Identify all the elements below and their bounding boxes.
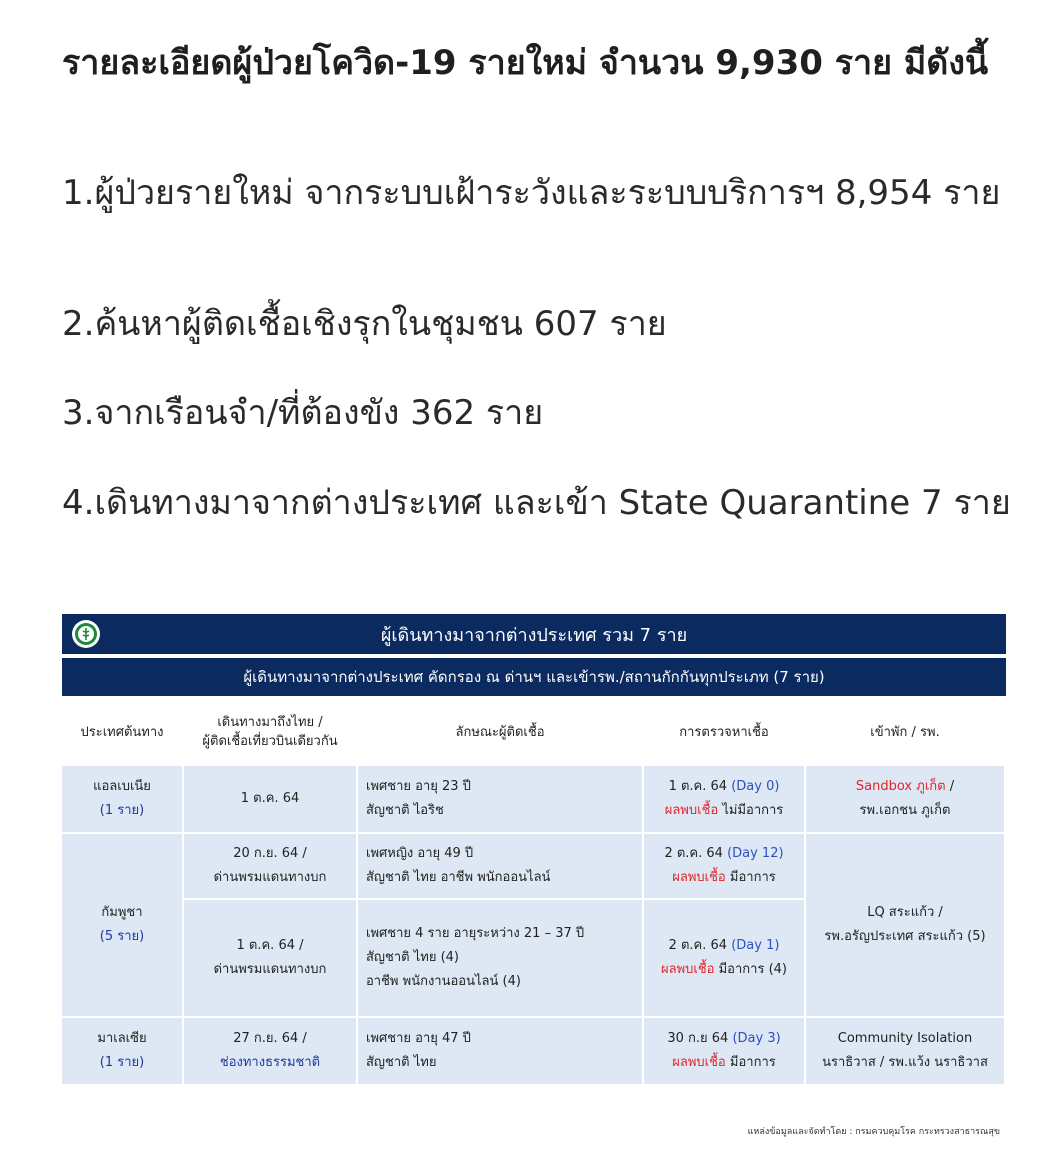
test-day: (Day 0)	[731, 779, 780, 794]
facility-line1: Community Isolation	[837, 1031, 973, 1046]
facility-cell	[806, 766, 1006, 834]
header-arrival	[184, 700, 358, 766]
profile-cell	[358, 766, 644, 834]
test-date: 1 ต.ค. 64	[668, 779, 728, 794]
test-symptom: มีอาการ	[729, 870, 776, 885]
arrival-cell: 1 ต.ค. 64	[184, 766, 358, 834]
origin-country: กัมพูชา	[101, 905, 143, 920]
test-day: (Day 12)	[727, 846, 784, 861]
facility-rest: /	[945, 779, 955, 794]
arrival-cell	[184, 834, 358, 900]
source-credit: แหล่งข้อมูลและจัดทำโดย : กรมควบคุมโรค กระทรวงสาธารณสุข	[747, 1127, 1000, 1137]
arrival-cell	[184, 900, 358, 1018]
arrival-line: ด่านพรมแดนทางบก	[213, 870, 327, 885]
test-result: ผลพบเชื้อ	[672, 870, 726, 885]
test-date: 2 ต.ค. 64	[664, 846, 723, 861]
ministry-logo-icon	[72, 620, 100, 648]
header-profile: ลักษณะผู้ติดเชื้อ	[358, 700, 644, 766]
test-cell	[644, 1018, 806, 1086]
profile-line: สัญชาติ ไทย	[366, 1055, 437, 1070]
origin-country: มาเลเซีย	[97, 1031, 147, 1046]
profile-line: เพศชาย 4 ราย อายุระหว่าง 21 – 37 ปี	[366, 926, 585, 941]
test-result: ผลพบเชื้อ	[664, 803, 719, 818]
origin-country: แอลเบเนีย	[93, 779, 151, 794]
test-day: (Day 1)	[731, 938, 780, 953]
facility-line1: LQ สระแก้ว /	[867, 905, 943, 920]
table-row	[62, 1018, 1006, 1086]
arrival-line: ช่องทางธรรมชาติ	[219, 1055, 321, 1070]
profile-cell	[358, 834, 644, 900]
infographic-card	[62, 614, 1006, 1098]
card-sub-banner	[62, 658, 1006, 696]
facility-line2: รพ.เอกชน ภูเก็ต	[859, 803, 951, 818]
traveler-table	[62, 700, 1006, 1086]
origin-count: (1 ราย)	[99, 803, 145, 818]
facility-cell	[806, 1018, 1006, 1086]
profile-line: สัญชาติ ไทย อาชีพ พนักออนไลน์	[366, 870, 551, 885]
profile-line: สัญชาติ ไอริช	[366, 803, 444, 818]
profile-line: เพศชาย อายุ 23 ปี	[366, 779, 471, 794]
sub-banner-text: ผู้เดินทางมาจากต่างประเทศ คัดกรอง ณ ด่านฯ และเข้ารพ./สถานกักกันทุกประเภท (7 ราย)	[243, 668, 825, 686]
header-arrival-line1: เดินทางมาถึงไทย /	[217, 715, 323, 730]
banner-title: ผู้เดินทางมาจากต่างประเทศ รวม 7 ราย	[380, 624, 688, 646]
test-symptom: ไม่มีอาการ	[722, 803, 784, 818]
test-symptom: มีอาการ (4)	[718, 962, 787, 977]
table-row	[62, 766, 1006, 834]
list-item-2: 2.ค้นหาผู้ติดเชื้อเชิงรุกในชุมชน 607 ราย	[62, 304, 667, 344]
test-cell	[644, 766, 806, 834]
facility-highlight: Sandbox ภูเก็ต	[855, 779, 946, 794]
test-date: 2 ต.ค. 64	[668, 938, 728, 953]
arrival-cell	[184, 1018, 358, 1086]
table-row	[62, 834, 1006, 900]
list-item-3: 3.จากเรือนจำ/ที่ต้องขัง 362 ราย	[62, 393, 544, 433]
profile-line: เพศชาย อายุ 47 ปี	[366, 1031, 471, 1046]
arrival-line: 27 ก.ย. 64 /	[233, 1031, 307, 1046]
test-day: (Day 3)	[732, 1031, 781, 1046]
profile-cell	[358, 900, 644, 1018]
list-item-1: 1.ผู้ป่วยรายใหม่ จากระบบเฝ้าระวังและระบบบริการฯ 8,954 ราย	[62, 173, 1001, 213]
test-cell	[644, 900, 806, 1018]
profile-cell	[358, 1018, 644, 1086]
header-origin: ประเทศต้นทาง	[62, 700, 184, 766]
header-facility: เข้าพัก / รพ.	[806, 700, 1006, 766]
test-date: 30 ก.ย 64	[667, 1031, 729, 1046]
news-heading: รายละเอียดผู้ป่วยโควิด-19 รายใหม่ จำนวน 9,930 ราย มีดังนี้	[62, 43, 989, 83]
origin-cell	[62, 1018, 184, 1086]
card-banner	[62, 614, 1006, 654]
facility-line2: รพ.อรัญประเทศ สระแก้ว (5)	[824, 929, 986, 944]
profile-line: สัญชาติ ไทย (4)	[366, 950, 459, 965]
profile-line: อาชีพ พนักงานออนไลน์ (4)	[366, 974, 521, 989]
profile-line: เพศหญิง อายุ 49 ปี	[366, 846, 474, 861]
arrival-line: ด่านพรมแดนทางบก	[213, 962, 327, 977]
arrival-line: 20 ก.ย. 64 /	[233, 846, 307, 861]
test-symptom: มีอาการ	[729, 1055, 776, 1070]
facility-line2: นราธิวาส / รพ.แว้ง นราธิวาส	[822, 1055, 988, 1070]
origin-cell	[62, 834, 184, 1018]
list-item-4: 4.เดินทางมาจากต่างประเทศ และเข้า State Quarantine 7 ราย	[62, 483, 1011, 523]
test-result: ผลพบเชื้อ	[672, 1055, 726, 1070]
table-header-row	[62, 700, 1006, 766]
header-arrival-line2: ผู้ติดเชื้อเที่ยวบินเดียวกัน	[202, 734, 338, 749]
test-result: ผลพบเชื้อ	[660, 962, 715, 977]
arrival-line: 1 ต.ค. 64 /	[236, 938, 304, 953]
origin-cell	[62, 766, 184, 834]
origin-count: (1 ราย)	[99, 1055, 145, 1070]
header-test: การตรวจหาเชื้อ	[644, 700, 806, 766]
origin-count: (5 ราย)	[99, 929, 145, 944]
test-cell	[644, 834, 806, 900]
facility-cell	[806, 834, 1006, 1018]
